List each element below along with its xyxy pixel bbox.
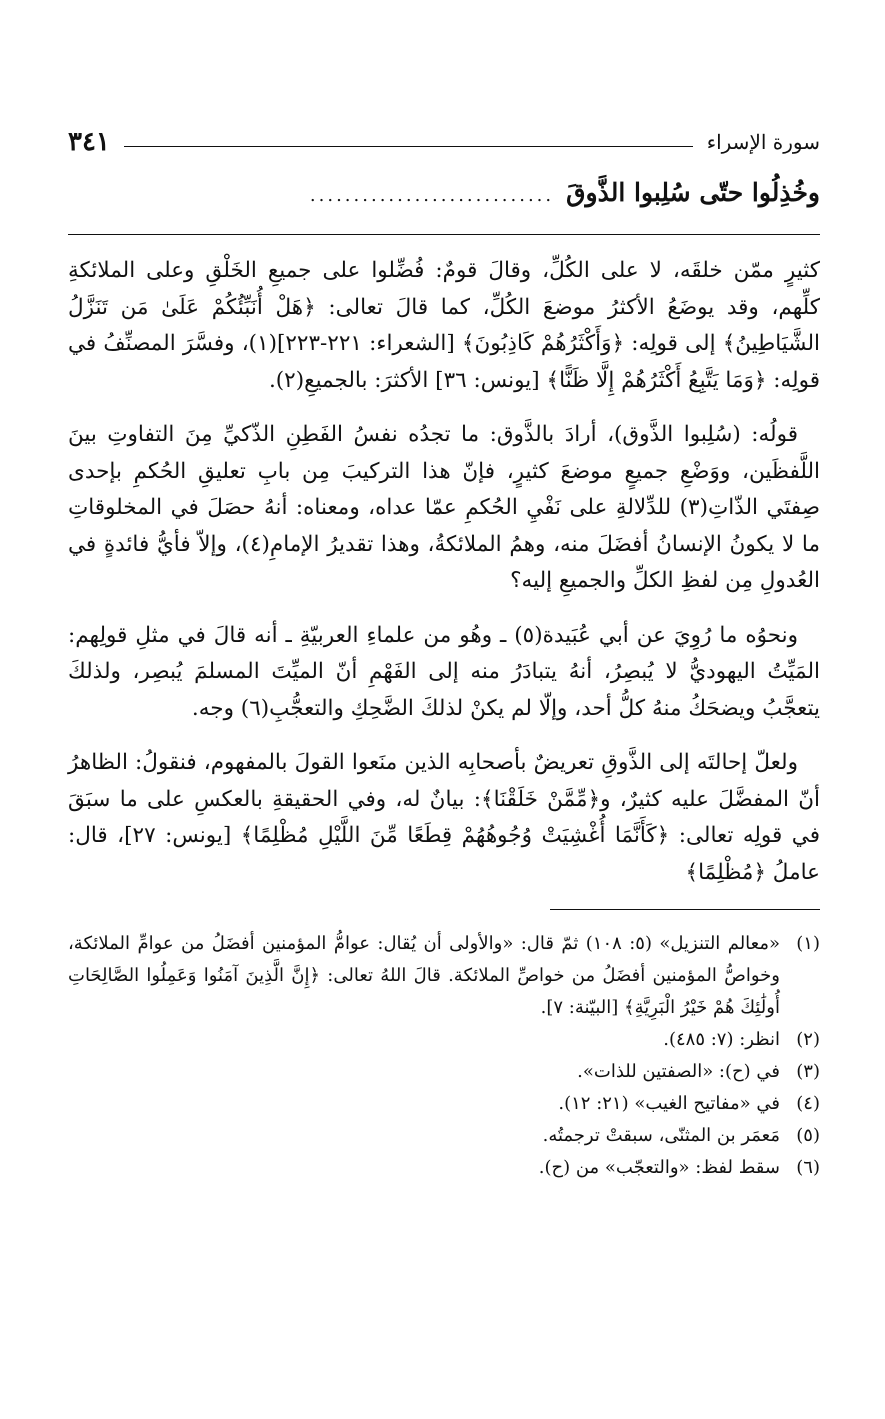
footnote-number: (٢) <box>796 1029 820 1050</box>
page-number: ٣٤١ <box>68 127 110 157</box>
heading-divider <box>68 234 820 235</box>
paragraph: ونحوُه ما رُوِيَ عن أبي عُبَيدة(٥) ـ وهُو من علماءِ العربيّةِ ـ أنه قالَ في مثلِ قولِهم: المَيِّتُ اليهوديُّ لا يُبصِرُ، أنهُ يتبادَرُ منه إلى الفَهْمِ أنّ الميِّتَ المسلمَ يُبصِر، ولذلكَ يتعجَّبُ ويضحَكُ منهُ كلُّ أحد، وإلّا لم يكنْ لذلكَ الضَّحِكِ والتعجُّبِ(٦) وجه. <box>68 622 820 721</box>
paragraph: قولُه: (سُلِبوا الذَّوق)، أرادَ بالذَّوق: ما تجدُه نفسُ الفَطِنِ الذّكيِّ مِنَ التفاوتِ بينَ اللَّفظَين، ووَضْعِ جميعٍ موضعَ كثيرٍ، فإنّ هذا التركيبَ مِن بابِ تعليقِ الحُكمِ بإحدى صِفتَي الذّاتِ(٣) للدِّلالةِ على نَفْيِ الحُكمِ عمّا عداه، ومعناه: أنهُ حصَلَ في المخلوقاتِ ما لا يكونُ الإنسانُ أفضَلَ منه، وهمُ الملائكةُ، وهذا تقديرُ الإمامِ(٤)، وإلاّ فأيُّ فائدةٍ في العُدولِ مِن لفظِ الكلِّ والجميعِ إليه؟ <box>68 422 821 593</box>
footnote-text: «معالم التنزيل» (٥: ١٠٨) ثمّ قال: «والأولى أن يُقال: عوامُّ المؤمنين أفضَلُ من عوامِّ الملائكة، وخواصُّ المؤمنين أفضَلُ من خواصِّ الملائكة. قالَ اللهُ تعالى: ﴿إِنَّ الَّذِينَ آمَنُوا وَعَمِلُوا الصَّالِحَاتِ أُولَٰئِكَ هُمْ خَيْرُ الْبَرِيَّةِ﴾ [البيّنة: ٧]. <box>68 933 781 1018</box>
footnote-text: مَعمَر بن المثنّى، سبقتْ ترجمتُه. <box>542 1125 780 1146</box>
footnote-number: (٤) <box>796 1093 820 1114</box>
main-text <box>68 253 820 891</box>
footnote-text: انظر: (٧: ٤٨٥). <box>663 1029 780 1050</box>
section-heading-text: وخُذِلُوا حتّى سُلِبوا الذَّوقَ <box>566 178 820 207</box>
section-heading <box>68 178 820 224</box>
footnote <box>68 1024 820 1056</box>
heading-dots: ............................ <box>309 185 555 206</box>
footnote-text: في «مفاتيح الغيب» (٢١: ١٢). <box>558 1093 780 1114</box>
surah-title: سورة الإسراء <box>706 130 820 154</box>
paragraph: ولعلّ إحالتَه إلى الذَّوقِ تعريضٌ بأصحابِه الذين منَعوا القولَ بالمفهوم، فنقولُ: الظاهرُ أنّ المفضَّلَ عليه كثيرٌ، و﴿مِّمَّنْ خَلَقْنَا﴾: بيانٌ له، وفي الحقيقةِ بالعكسِ على ما سبَقَ في قولِه تعالى: ﴿كَأَنَّمَا أُغْشِيَتْ وُجُوهُهُمْ قِطَعًا مِّنَ اللَّيْلِ مُظْلِمًا﴾ [يونس: ٢٧]، قال: عاملُ ﴿مُظْلِمًا﴾ <box>68 750 820 885</box>
book-page <box>68 120 820 1184</box>
footnote-text: سقط لفظ: «والتعجّب» من (ح). <box>538 1157 780 1178</box>
footnote-number: (١) <box>796 933 820 954</box>
footnote-number: (٦) <box>796 1157 820 1178</box>
footnotes <box>68 928 820 1184</box>
running-header <box>68 120 820 164</box>
footnote <box>68 1088 820 1120</box>
header-rule <box>124 146 693 147</box>
paragraph: كثيرٍ ممّن خلقَه، لا على الكُلِّ، وقالَ قومٌ: فُضِّلوا على جميعِ الخَلْقِ وعلى الملائكةِ كلِّهم، وقد يوضَعُ الأكثرُ موضعَ الكُلِّ، كما قالَ تعالى: ﴿هَلْ أُنَبِّئُكُمْ عَلَىٰ مَن تَنَزَّلُ الشَّيَاطِينُ﴾ إلى قولِه: ﴿وَأَكْثَرُهُمْ كَاذِبُونَ﴾ [الشعراء: ٢٢١-٢٢٣](١)، وفسَّرَ المصنِّفُ في قولِه: ﴿وَمَا يَتَّبِعُ أَكْثَرُهُمْ إِلَّا ظَنًّا﴾ [يونس: ٣٦] الأكثرَ: بالجميعِ(٢). <box>68 258 820 393</box>
footnote-text: في (ح): «الصفتين للذات». <box>577 1061 780 1082</box>
footnote-divider <box>550 909 820 910</box>
footnote-number: (٣) <box>796 1061 820 1082</box>
footnote <box>68 928 820 1024</box>
footnote-number: (٥) <box>796 1125 820 1146</box>
footnote <box>68 1120 820 1152</box>
footnote <box>68 1056 820 1088</box>
footnote <box>68 1152 820 1184</box>
